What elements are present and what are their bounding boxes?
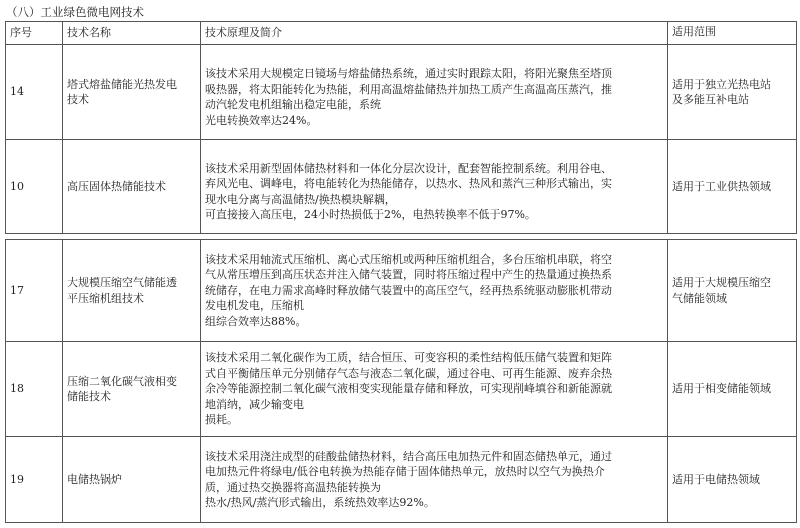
row-name-line: 储能技术 bbox=[67, 390, 111, 403]
table-row bbox=[6, 240, 797, 342]
tech-table-top bbox=[5, 21, 797, 234]
row-desc-line: 式自平衡储压单元分别储存气态与液态二氧化碳，通过谷电、可再生能源、废弃余热 bbox=[205, 366, 612, 380]
row-scope bbox=[668, 140, 797, 234]
row-desc bbox=[201, 342, 668, 437]
row-no: 14 bbox=[6, 45, 63, 140]
table-header-row bbox=[6, 22, 797, 45]
row-desc-line: 统储存，在电力需求高峰时释放储气装置中的高压空气，经再热系统驱动膨胀机带动 bbox=[205, 283, 612, 297]
row-desc-line: 热水/热风/蒸汽形式输出，系统热效率达92%。 bbox=[205, 496, 435, 509]
table-row bbox=[6, 140, 797, 234]
row-no: 17 bbox=[6, 240, 63, 342]
row-no: 10 bbox=[6, 140, 63, 234]
row-scope bbox=[668, 437, 797, 523]
row-scope bbox=[668, 240, 797, 342]
row-desc-line: 该技术采用浇注成型的硅酸盐储热材料，结合高压电加热元件和固态储热单元，通过 bbox=[205, 449, 612, 463]
row-scope bbox=[668, 342, 797, 437]
table-row bbox=[6, 342, 797, 437]
row-desc-line: 余冷等能源控制二氧化碳气液相变实现能量存储和释放，可实现削峰填谷和新能源就 bbox=[205, 382, 612, 396]
row-name-line: 高压固体热储能技术 bbox=[67, 179, 166, 193]
row-desc-line: 光电转换效率达24%。 bbox=[205, 113, 318, 127]
row-name-line: 塔式熔盐储能光热发电 bbox=[67, 77, 177, 91]
row-desc-line: 该技术采用大规模定日镜场与熔盐储热系统，通过实时跟踪太阳，将阳光聚焦至塔顶 bbox=[205, 67, 612, 80]
row-desc-line: 地消纳，减少输变电 bbox=[205, 397, 304, 411]
row-desc bbox=[201, 437, 668, 523]
row-scope-line: 及多能互补电站 bbox=[672, 93, 749, 106]
row-name-line: 压缩二氧化碳气液相变 bbox=[67, 374, 177, 388]
row-desc-line: 该技术采用二氧化碳作为工质，结合恒压、可变容积的柔性结构低压储气装置和矩阵 bbox=[205, 351, 612, 365]
table-row bbox=[6, 437, 797, 523]
row-desc-line: 动汽轮发电机组输出稳定电能，系统 bbox=[205, 98, 381, 111]
row-name bbox=[63, 437, 201, 523]
row-desc bbox=[201, 45, 668, 140]
row-scope-line: 适用于相变储能领域 bbox=[672, 382, 771, 396]
row-no: 19 bbox=[6, 437, 63, 523]
row-desc-line: 损耗。 bbox=[205, 413, 238, 427]
row-scope-line: 适用于电储热领域 bbox=[672, 472, 760, 486]
row-desc-line: 该技术采用轴流式压缩机、离心式压缩机或两种压缩机组合，多台压缩机串联，将空 bbox=[205, 252, 612, 266]
row-scope-line: 气储能领域 bbox=[672, 291, 727, 305]
row-desc bbox=[201, 240, 668, 342]
row-desc-line: 发电机发电，压缩机 bbox=[205, 299, 304, 313]
row-scope-line: 适用于独立光热电站 bbox=[672, 77, 771, 91]
row-scope-line: 适用于大规模压缩空 bbox=[672, 276, 771, 289]
row-desc-line: 现水电分离与高温储热/换热模块解耦， bbox=[205, 192, 396, 206]
row-scope-line: 适用于工业供热领域 bbox=[672, 179, 771, 193]
header-desc: 技术原理及简介 bbox=[201, 22, 668, 45]
row-desc bbox=[201, 140, 668, 234]
row-desc-line: 质，通过热交换器将高温热能转换为 bbox=[205, 480, 381, 494]
row-name bbox=[63, 240, 201, 342]
section-heading: （八）工业绿色微电网技术 bbox=[6, 5, 144, 19]
row-name-line: 电储热锅炉 bbox=[67, 472, 122, 486]
header-no: 序号 bbox=[6, 22, 63, 45]
row-name bbox=[63, 45, 201, 140]
table-row bbox=[6, 45, 797, 140]
row-desc-line: 可直接接入高压电，24小时热损低于2%，电热转换率不低于97%。 bbox=[205, 208, 536, 221]
row-name-line: 大规模压缩空气储能透 bbox=[67, 276, 177, 289]
tech-table-bottom bbox=[5, 239, 797, 523]
header-scope: 适用范围 bbox=[668, 22, 797, 45]
row-desc-line: 弃风光电、调峰电，将电能转化为热能储存，以热水、热风和蒸汽三种形式输出，实 bbox=[205, 177, 612, 190]
row-name bbox=[63, 140, 201, 234]
row-scope bbox=[668, 45, 797, 140]
row-no: 18 bbox=[6, 342, 63, 437]
row-desc-line: 组综合效率达88%。 bbox=[205, 314, 307, 328]
row-name bbox=[63, 342, 201, 437]
row-desc-line: 该技术采用新型固体储热材料和一体化分层次设计，配套智能控制系统。利用谷电、 bbox=[205, 161, 612, 175]
header-name: 技术名称 bbox=[63, 22, 201, 45]
row-desc-line: 气从常压增压到高压状态并注入储气装置，同时将压缩过程中产生的热量通过换热系 bbox=[205, 268, 612, 282]
row-name-line: 平压缩机组技术 bbox=[67, 291, 144, 305]
row-name-line: 技术 bbox=[67, 93, 89, 106]
row-desc-line: 电加热元件将绿电/低谷电转换为热能存储于固体储热单元，放热时以空气为换热介 bbox=[205, 465, 605, 478]
row-desc-line: 吸热器，将太阳能转化为热能，利用高温熔盐储热并加热工质产生高温高压蒸汽，推 bbox=[205, 82, 612, 96]
